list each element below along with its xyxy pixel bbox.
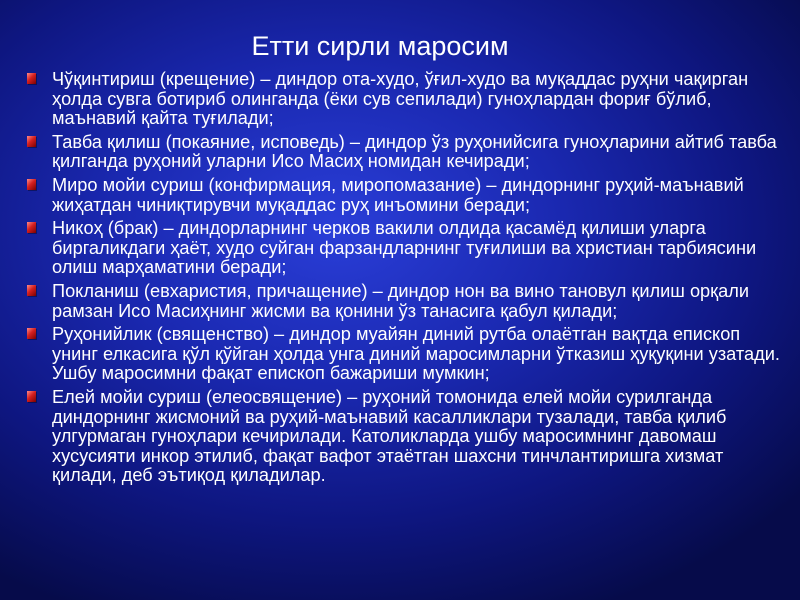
bullet-text: Покланиш (евхаристия, причащение) – диндор нон ва вино тановул қилиш орқали рамзан Исо Масиҳнинг жисми ва қонини ўз танасига қабул қилади; bbox=[52, 280, 750, 321]
bullet-item-eucharist bbox=[24, 282, 788, 321]
bullet-square-icon bbox=[27, 391, 36, 402]
bullet-item-marriage bbox=[24, 219, 788, 278]
bullet-item-chrismation bbox=[24, 176, 788, 215]
bullet-square-icon bbox=[27, 222, 36, 233]
slide-title: Етти сирли маросим bbox=[251, 31, 509, 61]
bullet-text: Чўқинтириш (крещение) – диндор ота-худо, ўғил-худо ва муқаддас руҳни чақирган ҳолда сувга ботириб олинганда (ёки сув сепилади) гуноҳлардан фориғ бўлиб, маънавий қайта туғилади; bbox=[52, 69, 749, 129]
bullet-text: Никоҳ (брак) – диндорларнинг черков вакили олдида қасамёд қилиши уларга биргаликдаги ҳаёт, худо суйган фарзандларнинг туғилиши ва христиан тарбиясини олиш марҳаматини беради; bbox=[52, 218, 757, 278]
bullet-text: Тавба қилиш (покаяние, исповедь) – диндор ўз руҳонийсига гуноҳларини айтиб тавба қилганда руҳоний уларни Исо Масиҳ номидан кечиради; bbox=[52, 131, 777, 172]
bullet-square-icon bbox=[27, 179, 36, 190]
bullet-square-icon bbox=[27, 136, 36, 147]
bullet-list bbox=[24, 70, 788, 490]
bullet-item-priesthood bbox=[24, 325, 788, 384]
bullet-square-icon bbox=[27, 328, 36, 339]
bullet-text: Руҳонийлик (священство) – диндор муайян диний рутба олаётган вақтда епископ унинг елкасига қўл қўйган ҳолда унга диний маросимларни ўтказиш ҳуқуқини узатади. Ушбу маросимни фақат епископ бажариши мумкин; bbox=[52, 324, 780, 384]
bullet-item-baptism bbox=[24, 70, 788, 129]
bullet-square-icon bbox=[27, 73, 36, 84]
bullet-item-confession bbox=[24, 133, 788, 172]
bullet-text: Елей мойи суриш (елеосвящение) – руҳоний томонида елей мойи сурилганда диндорнинг жисмоний ва руҳий-маънавий касалликлари тузалади, тавба қилиб улгурмаган гуноҳлари кечирилади. Католикларда ушбу маросимнинг давомаш хусусияти инкор этилиб, фақат вафот этаётган шахсни тинчлантиришга хизмат қилади, деб эътиқод қиладилар. bbox=[52, 386, 727, 486]
bullet-square-icon bbox=[27, 285, 36, 296]
bullet-item-anointing bbox=[24, 388, 788, 486]
bullet-text: Миро мойи суриш (конфирмация, миропомазание) – диндорнинг руҳий-маънавий жиҳатдан чиниқтирувчи муқаддас руҳ инъомини беради; bbox=[52, 174, 744, 215]
